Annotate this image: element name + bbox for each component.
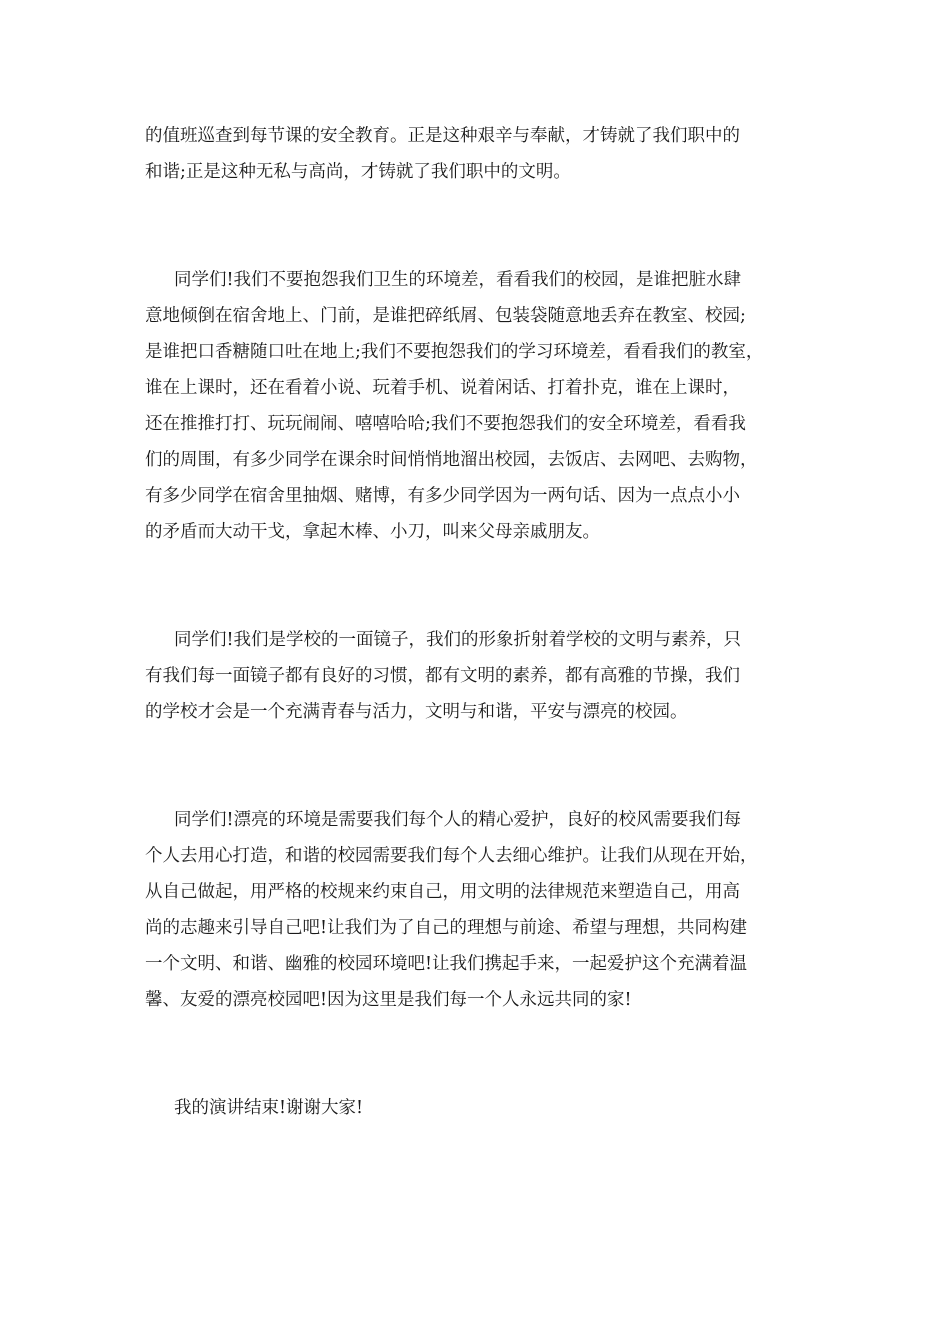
- paragraph-line: 的学校才会是一个充满青春与活力，文明与和谐，平安与漂亮的校园。: [145, 702, 688, 722]
- paragraph-4: [145, 802, 825, 1018]
- paragraph-line: 尚的志趣来引导自己吧!让我们为了自己的理想与前途、希望与理想，共同构建: [145, 918, 748, 938]
- paragraph-line: 是谁把口香糖随口吐在地上;我们不要抱怨我们的学习环境差，看看我们的教室，: [145, 342, 764, 362]
- paragraph-line: 的矛盾而大动干戈，拿起木棒、小刀，叫来父母亲戚朋友。: [145, 522, 600, 542]
- paragraph-line: 从自己做起，用严格的校规来约束自己，用文明的法律规范来塑造自己，用高: [145, 882, 740, 902]
- paragraph-line: 同学们!漂亮的环境是需要我们每个人的精心爱护，良好的校风需要我们每: [174, 810, 742, 830]
- paragraph-line: 有我们每一面镜子都有良好的习惯，都有文明的素养，都有高雅的节操，我们: [145, 666, 740, 686]
- paragraph-line: 同学们!我们是学校的一面镜子，我们的形象折射着学校的文明与素养，只: [174, 630, 742, 650]
- paragraph-line: 们的周围，有多少同学在课余时间悄悄地溜出校园，去饭店、去网吧、去购物，: [145, 450, 758, 470]
- paragraph-line: 个人去用心打造，和谐的校园需要我们每个人去细心维护。让我们从现在开始，: [145, 846, 758, 866]
- paragraph-line: 谁在上课时，还在看着小说、玩着手机、说着闲话、打着扑克，谁在上课时，: [145, 378, 740, 398]
- closing-paragraph: [145, 1090, 825, 1126]
- paragraph-1: [145, 118, 825, 190]
- paragraph-3: [145, 622, 825, 730]
- paragraph-line: 有多少同学在宿舍里抽烟、赌博，有多少同学因为一两句话、因为一点点小小: [145, 486, 740, 506]
- paragraph-line: 同学们!我们不要抱怨我们卫生的环境差，看看我们的校园，是谁把脏水肆: [174, 270, 742, 290]
- paragraph-2: [145, 262, 825, 550]
- paragraph-line: 还在推推打打、玩玩闹闹、嘻嘻哈哈;我们不要抱怨我们的安全环境差，看看我: [145, 414, 746, 434]
- paragraph-line: 意地倾倒在宿舍地上、门前，是谁把碎纸屑、包装袋随意地丢弃在教室、校园;: [145, 306, 746, 326]
- paragraph-line: 我的演讲结束!谢谢大家!: [174, 1098, 364, 1118]
- paragraph-line: 和谐;正是这种无私与高尚，才铸就了我们职中的文明。: [145, 162, 571, 182]
- paragraph-line: 的值班巡查到每节课的安全教育。正是这种艰辛与奉献，才铸就了我们职中的: [145, 126, 740, 146]
- paragraph-line: 一个文明、和谐、幽雅的校园环境吧!让我们携起手来，一起爱护这个充满着温: [145, 954, 748, 974]
- paragraph-line: 馨、友爱的漂亮校园吧!因为这里是我们每一个人永远共同的家!: [145, 990, 632, 1010]
